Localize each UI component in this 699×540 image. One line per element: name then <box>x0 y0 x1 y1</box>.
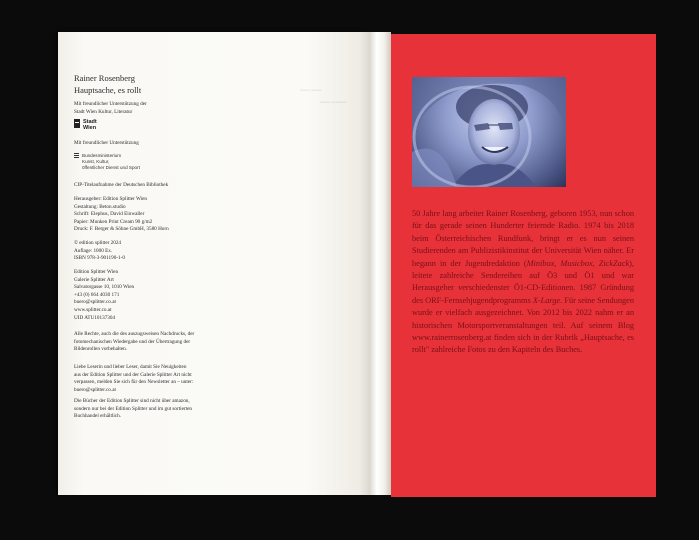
rights-block <box>74 331 194 354</box>
logo-text: Bundesministerium <box>82 153 122 158</box>
bio-separator: , <box>554 258 561 268</box>
book-title: Hauptsache, es rollt <box>74 85 142 95</box>
author-name: Rainer Rosenberg <box>74 73 135 83</box>
logo-text: Stadt <box>83 119 97 125</box>
edition-line: Auflage: 1000 Ex. <box>74 247 113 254</box>
bio-text: . Für seine Sendungen wurde er vielfach ausgezeichnet. Von 2012 bis 2022 nahm er an historischen Motorsportveranstaltungen teil. Auf seinem Blog www.rainerrosenberg.at finden sich in der Rubrik „Hauptsache, es rollt" zahlreiche Fotos zu den Kapiteln des Buches. <box>412 295 634 355</box>
edition-line: © edition splitter 2024 <box>74 240 122 246</box>
logo-text: öffentlicher Dienst und Sport <box>82 164 140 170</box>
publisher-line: Salvatorgasse 10, 1010 Wien <box>74 284 135 291</box>
show-through-text: ▬▬ ▬▬▬ <box>320 100 347 105</box>
credit-line: Druck: F. Berger & Söhne GmbH, 3580 Horn <box>74 226 169 233</box>
publisher-line: Galerie Splitter Art <box>74 276 114 283</box>
portrait-photo <box>412 77 566 187</box>
book-author-title <box>74 72 141 96</box>
publisher-line: Edition Splitter Wien <box>74 269 119 275</box>
newsletter-line: buero@splitter.co.at <box>74 386 116 393</box>
newsletter-line: verpassen, melden Sie sich für den Newsletter an – unter: <box>74 379 194 386</box>
bio-separator: , <box>592 258 599 268</box>
credit-line: Schrift: Elephus, David Einwaller <box>74 211 145 218</box>
stadt-wien-logo <box>74 119 97 131</box>
cip-note: CIP-Titelaufnahme der Deutschen Bibliothek <box>74 182 169 188</box>
publisher-line: www.splitter.co.at <box>74 306 112 313</box>
bio-text: ), leitete zahlreiche Sendereihen auf Ö3 und Ö1 und war Herausgeber verschiedenster Ö1-CD-Editionen. 1987 Gründung des ORF-Fernsehjugendprogramms <box>412 258 635 305</box>
bio-text: 50 Jahre lang arbeitet Rainer Rosenberg, geboren 1953, nun schon für das gerade seinen Hunderter feiernde Radio. 1974 bis 2018 beim Österreichischen Rundfunk, bringt er es nun seinen Studierenden am Publizistikinstitut der Universität Wien näher. Er begann in der Jugendredaktion ( <box>412 209 634 268</box>
support-note-ministry: Mit freundlicher Unterstützung <box>74 140 139 146</box>
show-name: X-Large <box>532 295 561 305</box>
logo-text: Kunst, Kultur, <box>82 158 110 164</box>
newsletter-block <box>74 364 193 394</box>
publisher-block <box>74 269 134 322</box>
book-gutter <box>369 32 391 495</box>
bookshop-block <box>74 398 192 421</box>
ministry-logo <box>74 153 140 170</box>
rights-line: Bildenrollen vorbehalten. <box>74 346 128 353</box>
wien-shield-icon <box>74 119 80 128</box>
newsletter-line: Liebe Leserin und lieber Leser, damit Sie Neuigkeiten <box>74 364 187 370</box>
credit-line: Papier: Munken Print Cream 90 g/m2 <box>74 218 153 225</box>
publisher-line: buero@splitter.co.at <box>74 299 116 306</box>
author-biography <box>412 208 634 357</box>
rights-line: fotomechanischen Wiedergabe und der Übertragung der <box>74 338 191 345</box>
portrait-illustration <box>412 77 566 187</box>
ministry-flag-icon <box>74 153 79 158</box>
bookshop-line: sondern nur bei der Edition Splitter und im gut sortierten <box>74 405 192 412</box>
edition-block <box>74 240 125 263</box>
support-line: Mit freundlicher Unterstützung der <box>74 101 147 107</box>
bookshop-line: Buchhandel erhältlich. <box>74 413 121 420</box>
publisher-line: UID ATU10137304 <box>74 314 116 321</box>
credits-block <box>74 196 169 234</box>
edition-line: ISBN 978-3-901190-1-0 <box>74 255 125 262</box>
rights-line: Alle Rechte, auch die des auszugsweisen Nachdrucks, der <box>74 331 195 337</box>
show-through-text: ▬▬ ▬▬ <box>300 88 322 93</box>
show-name: ZickZack <box>598 258 630 268</box>
support-line: Stadt Wien Kultur, Literatur <box>74 108 133 115</box>
logo-text: Wien <box>83 125 97 131</box>
credit-line: Herausgeber: Edition Splitter Wien <box>74 196 148 202</box>
credit-line: Gestaltung: Beton.studio <box>74 203 126 210</box>
support-note-city <box>74 101 147 116</box>
newsletter-line: aus der Edition Splitter und der Galerie Splitter Art nicht <box>74 371 192 378</box>
publisher-line: +43 (0) 664 4030 171 <box>74 291 120 298</box>
show-name: Minibox <box>526 258 555 268</box>
show-name: Musicbox <box>560 258 593 268</box>
bookshop-line: Die Bücher der Edition Splitter sind nicht über amazon, <box>74 398 190 404</box>
